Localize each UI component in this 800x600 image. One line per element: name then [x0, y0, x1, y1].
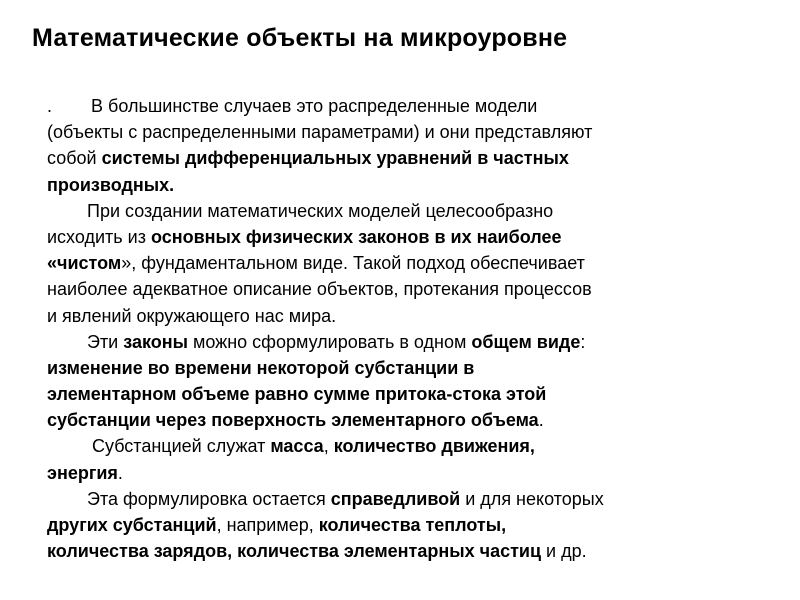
- bold-text-run: количества теплоты,: [318, 515, 507, 535]
- text-run: При создании математических моделей целесообразно: [87, 200, 554, 221]
- bold-text-run: количества зарядов, количества элементарных частиц: [47, 541, 542, 562]
- bold-text-run: масса: [270, 436, 324, 457]
- slide-title: Математические объекты на микроуровне: [32, 24, 568, 52]
- text-run: .: [117, 462, 123, 483]
- body-line: [47, 172, 747, 198]
- body-line: [47, 381, 747, 407]
- text-run: В большинстве случаев это распределенные модели: [86, 96, 538, 116]
- bold-text-run: субстанции через поверхность элементарного объема: [47, 410, 539, 431]
- bold-text-run: основных физических законов в их наиболее: [150, 226, 562, 247]
- body-line: [47, 93, 747, 119]
- body-line: [47, 250, 747, 276]
- bold-text-run: общем виде: [471, 331, 581, 352]
- bold-text-run: производных.: [47, 174, 175, 195]
- text-run: и явлений окружающего нас мира.: [47, 305, 337, 326]
- text-run: исходить из: [47, 226, 151, 247]
- body-line: [47, 119, 747, 145]
- bold-text-run: других субстанций: [47, 515, 217, 535]
- text-run: Эта формулировка остается: [87, 488, 331, 509]
- body-line: [47, 276, 747, 302]
- text-run: наиболее адекватное описание объектов, протекания процессов: [47, 279, 592, 300]
- bold-text-run: количество движения,: [333, 436, 535, 457]
- text-run: .: [538, 410, 544, 431]
- text-run: .: [47, 96, 53, 116]
- body-line: [47, 224, 747, 250]
- text-run: Эти: [87, 331, 124, 352]
- body-line: [47, 407, 747, 433]
- text-run: :: [580, 331, 586, 352]
- text-run: и для некоторых: [460, 488, 604, 509]
- text-run: , например,: [216, 515, 319, 535]
- text-run: Субстанцией служат: [87, 436, 271, 457]
- body-line: [47, 460, 747, 486]
- body-line: [47, 145, 747, 171]
- body-line: [47, 486, 747, 512]
- body-line: [47, 329, 747, 355]
- slide-body: [47, 93, 747, 564]
- text-run: ,: [323, 436, 334, 457]
- bold-text-run: энергия: [47, 462, 118, 483]
- body-line: [47, 303, 747, 329]
- bold-text-run: изменение во времени некоторой субстанции в: [47, 357, 475, 378]
- bold-text-run: законы: [123, 331, 188, 352]
- text-run: и др.: [541, 541, 587, 562]
- body-line: [47, 198, 747, 224]
- body-line: [47, 512, 747, 538]
- bold-text-run: справедливой: [330, 488, 461, 509]
- text-run: », фундаментальном виде. Такой подход обеспечивает: [121, 253, 585, 274]
- bold-text-run: системы дифференциальных уравнений в частных: [101, 148, 569, 169]
- bold-text-run: элементарном объеме равно сумме притока-стока этой: [47, 384, 547, 405]
- bold-text-run: «чистом: [47, 253, 122, 274]
- text-run: можно сформулировать в одном: [187, 331, 472, 352]
- text-run: собой: [47, 148, 102, 169]
- body-line: [47, 355, 747, 381]
- body-line: [47, 433, 747, 459]
- body-line: [47, 538, 747, 564]
- text-run: (объекты с распределенными параметрами) и они представляют: [47, 122, 593, 143]
